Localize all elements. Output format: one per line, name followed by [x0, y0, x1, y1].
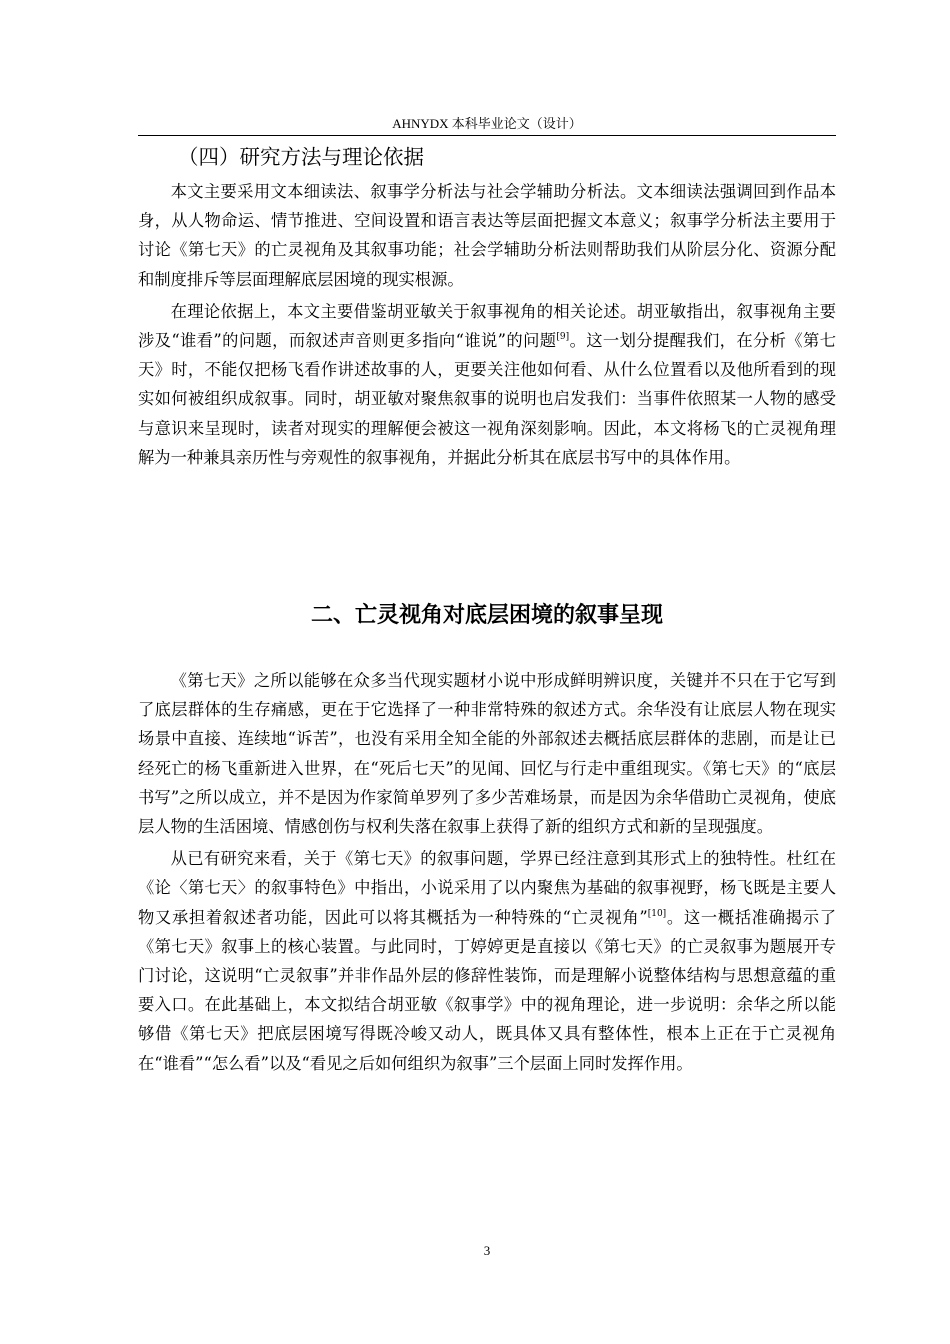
paragraph-text: 。这一划分提醒我们，在分析《第七天》时，不能仅把杨飞看作讲述故事的人，更要关注他如何看、从什么位置看以及他所看到的现实如何被组织成叙事。同时，胡亚敏对聚焦叙事的说明也启发我们：当事件依照某一人物的感受与意识来呈现时，读者对现实的理解便会被这一视角深刻影响。因此，本文将杨飞的亡灵视角理解为一种兼具亲历性与旁观性的叙事视角，并据此分析其在底层书写中的具体作用。	[138, 331, 836, 467]
paragraph	[138, 297, 836, 472]
section-heading: （四）研究方法与理论依据	[178, 145, 424, 169]
paragraph	[138, 844, 836, 1078]
section-body	[138, 177, 836, 475]
paragraph-text: 在理论依据上，本文主要借鉴胡亚敏关于叙事视角的相关论述。胡亚敏指出，叙事视角主要涉及“谁看”的问题，而叙述声音则更多指向“谁说”的问题	[138, 301, 836, 351]
header-rule	[138, 135, 836, 136]
chapter-body	[138, 666, 836, 1081]
paragraph-text: 从已有研究来看，关于《第七天》的叙事问题，学界已经注意到其形式上的独特性。杜红在《论〈第七天〉的叙事特色》中指出，小说采用了以内聚焦为基础的叙事视野，杨飞既是主要人物又承担着叙述者功能，因此可以将其概括为一种特殊的“亡灵视角”	[138, 849, 836, 927]
chapter-heading: 二、亡灵视角对底层困境的叙事呈现	[310, 603, 663, 628]
citation-ref: [10]	[647, 908, 667, 919]
paragraph-text: 。这一概括准确揭示了《第七天》叙事上的核心装置。与此同时，丁婷婷更是直接以《第七天》的亡灵叙事为题展开专门讨论，这说明“亡灵叙事”并非作品外层的修辞性装饰，而是理解小说整体结构与思想意蕴的重要入口。在此基础上，本文拟结合胡亚敏《叙事学》中的视角理论，进一步说明：余华之所以能够借《第七天》把底层困境写得既冷峻又动人，既具体又具有整体性，根本上正在于亡灵视角在“谁看”“怎么看”以及“看见之后如何组织为叙事”三个层面上同时发挥作用。	[138, 907, 836, 1073]
running-header: AHNYDX 本科毕业论文（设计）	[392, 116, 582, 131]
page-number: 3	[483, 1243, 491, 1258]
paragraph: 《第七天》之所以能够在众多当代现实题材小说中形成鲜明辨识度，关键并不只在于它写到了底层群体的生存痛感，更在于它选择了一种非常特殊的叙述方式。余华没有让底层人物在现实场景中直接、连续地“诉苦”，也没有采用全知全能的外部叙述去概括底层群体的悲剧，而是让已经死亡的杨飞重新进入世界，在“死后七天”的见闻、回忆与行走中重组现实。《第七天》的“底层书写”之所以成立，并不是因为作家简单罗列了多少苦难场景，而是因为余华借助亡灵视角，使底层人物的生活困境、情感创伤与权利失落在叙事上获得了新的组织方式和新的呈现强度。	[138, 671, 836, 837]
paragraph: 本文主要采用文本细读法、叙事学分析法与社会学辅助分析法。文本细读法强调回到作品本身，从人物命运、情节推进、空间设置和语言表达等层面把握文本意义；叙事学分析法主要用于讨论《第七天》的亡灵视角及其叙事功能；社会学辅助分析法则帮助我们从阶层分化、资源分配和制度排斥等层面理解底层困境的现实根源。	[138, 182, 836, 289]
citation-ref: [9]	[556, 332, 570, 343]
